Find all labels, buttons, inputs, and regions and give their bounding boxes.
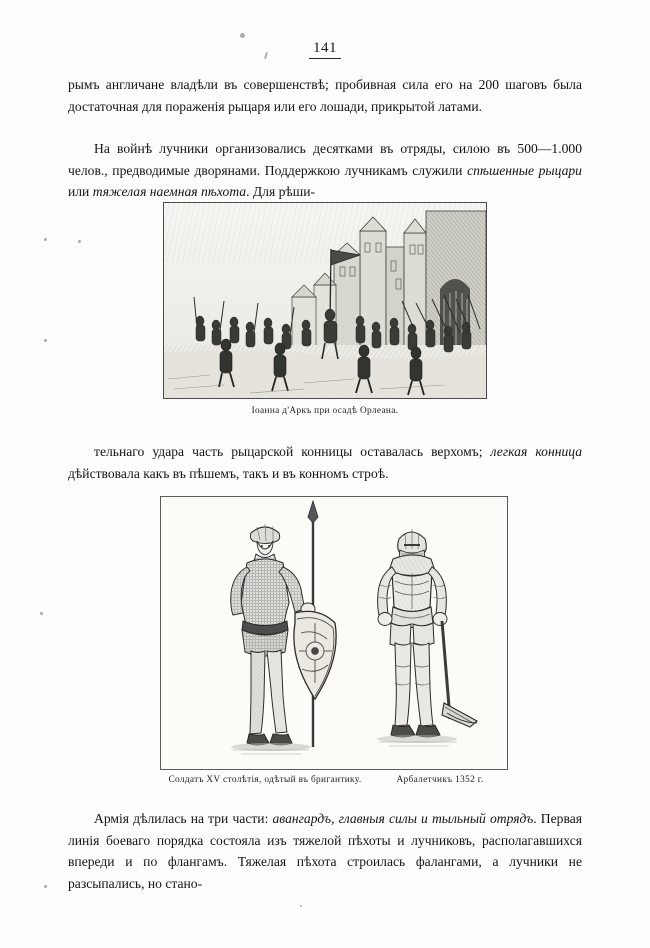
paragraph-block-3 [68,441,582,484]
paragraph-3-part-a: тельнаго удара часть рыцарской конницы оставалась верхомъ; [94,444,491,459]
page-number-value: 141 [309,40,341,59]
scan-speck [240,33,245,38]
scan-speck [44,238,47,241]
scan-speck [78,240,81,243]
paragraph-3-italic-1: легкая конница [490,444,582,459]
figure-2-3-caption-row [160,770,506,785]
figure-1-engraving [164,203,486,398]
paragraph-2-italic-1: спѣшенные рыцари [467,162,582,178]
figure-1-frame [163,202,487,399]
figure-2-caption: Солдатъ XV столѣтія, одѣтый въ бригантику. [168,775,362,785]
paragraph-2 [68,138,582,203]
paragraph-3-part-b: дѣйствовала какъ въ пѣшемъ, такъ и въ конномъ строѣ. [68,465,389,481]
scan-speck [44,885,47,888]
paragraph-1: рымъ англичане владѣли въ совершенствѣ; пробивная сила его на 200 шаговъ была достаточная для пораженія рыцаря или его лошади, прикрытой латами. [68,77,582,114]
paragraph-2-italic-2: тяжелая наемная пѣхота [92,184,247,199]
paragraph-3 [68,441,582,484]
scan-speck [44,339,47,342]
figure-1-caption: Іоанна д'Аркъ при осадѣ Орлеана. [251,406,399,416]
figure-joan-of-arc-orleans [163,202,487,416]
scan-speck [40,612,43,615]
paragraph-4-part-b: . Первая линія боеваго порядка состояла изъ тяжелой пѣхоты и лучниковъ, располагавшихся впереди и по флангамъ. Тяжелая пѣхота строилась фалангами, а лучники не разсыпались, но стано- [68,811,582,891]
figure-2-engraving [161,497,507,769]
paragraph-block-1 [68,74,582,117]
paragraph-2-part-b: или [68,184,93,199]
paragraph-2-part-c: . Для рѣши- [246,184,316,199]
paragraph-4 [68,808,582,894]
paragraph-4-part-a: Армія дѣлилась на три части: [94,811,273,826]
paragraph-2-part-a: На войнѣ лучники организовались десятками въ отряды, силою въ 500—1.000 челов., предводимые дворянами. Поддержкою лучникамъ служили [68,141,582,178]
scan-speck [300,905,302,907]
figure-2-frame [160,496,508,770]
paragraph-block-2 [68,138,582,203]
figure-3-caption: Арбалетчикъ 1352 г. [396,775,484,785]
paragraph-4-italic-1: авангардъ, главныя силы и тыльный отрядъ [272,811,534,826]
figure-plate-soldiers [160,496,508,785]
paragraph-block-4 [68,808,582,894]
page-number [0,40,650,59]
